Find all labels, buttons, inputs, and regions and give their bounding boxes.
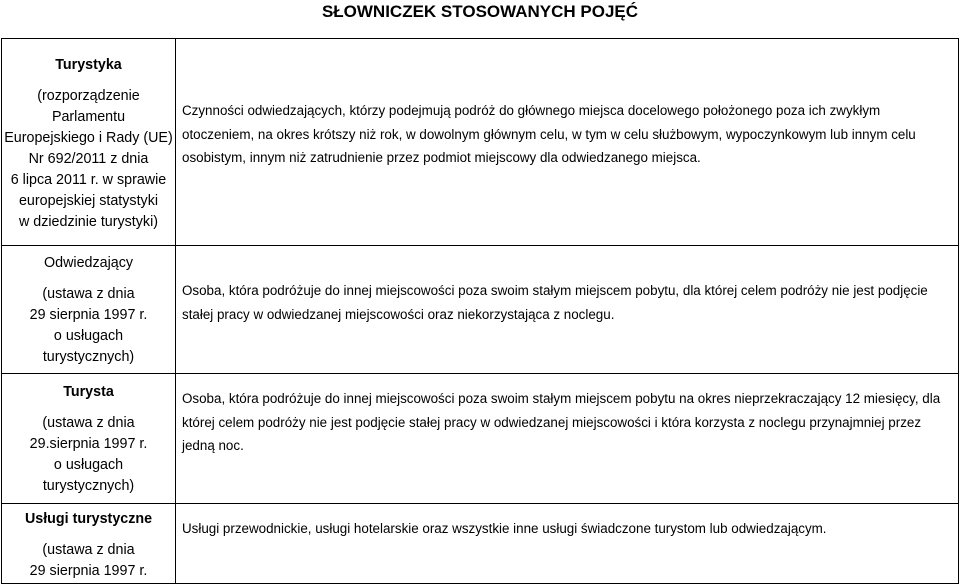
term-source: (ustawa z dnia 29 sierpnia 1997 r. o usługach turystycznych) <box>29 286 148 365</box>
term-source: (rozporządzenie Parlamentu Europejskiego i Rady (UE) Nr 692/2011 z dnia 6 lipca 2011 r. w sprawie europejskiej statystyki w dziedzinie turystyki) <box>4 87 173 230</box>
definition-text: Osoba, która podróżuje do innej miejscowości poza swoim stałym miejscem pobytu na okres nieprzekraczający 12 miesięcy, dla której celem podróży nie jest podjęcie stałej pracy w odwiedzanej miejscowości i która korzysta z noclegu przynajmniej przez jedną noc. <box>182 391 941 453</box>
term-source: (ustawa z dnia 29.sierpnia 1997 r. o usługach turystycznych) <box>29 415 148 494</box>
term-title: Usługi turystyczne <box>24 511 153 527</box>
term-cell <box>2 39 176 246</box>
definition-text: Osoba, która podróżuje do innej miejscowości poza swoim stałym miejscem pobytu, dla której celem podróży nie jest podjęcie stałej pracy w odwiedzanej miejscowości oraz niekorzystająca z noclegu. <box>182 283 928 322</box>
page-title: SŁOWNICZEK STOSOWANYCH POJĘĆ <box>321 2 639 21</box>
definition-text: Usługi przewodnickie, usługi hotelarskie oraz wszystkie inne usługi świadczone turystom lub odwiedzającym. <box>182 521 827 536</box>
term-source: (ustawa z dnia 29 sierpnia 1997 r. <box>29 542 148 579</box>
table-row <box>2 374 959 504</box>
table-row <box>2 504 959 584</box>
term-cell <box>2 374 176 504</box>
term-title: Turysta <box>63 384 114 400</box>
table-row <box>2 39 959 246</box>
glossary-table <box>1 38 959 584</box>
spacer <box>2 403 175 413</box>
term-cell <box>2 504 176 584</box>
definition-cell <box>176 374 959 504</box>
spacer <box>2 274 175 284</box>
definition-text: Czynności odwiedzających, którzy podejmują podróż do głównego miejsca docelowego położonego poza ich zwykłym otoczeniem, na okres krótszy niż rok, w dowolnym głównym celu, w tym w celu służbowym, wypoczynkowym lub innym celu osobistym, innym niż zatrudnienie przez podmiot miejscowy dla odwiedzanego miejsca. <box>182 103 916 165</box>
table-row <box>2 246 959 374</box>
spacer <box>2 530 175 540</box>
term-title: Turystyka <box>55 56 122 73</box>
definition-cell <box>176 504 959 584</box>
definition-cell <box>176 246 959 374</box>
term-cell <box>2 246 176 374</box>
spacer <box>2 76 175 86</box>
term-title: Odwiedzający <box>44 255 133 271</box>
definition-cell <box>176 39 959 246</box>
